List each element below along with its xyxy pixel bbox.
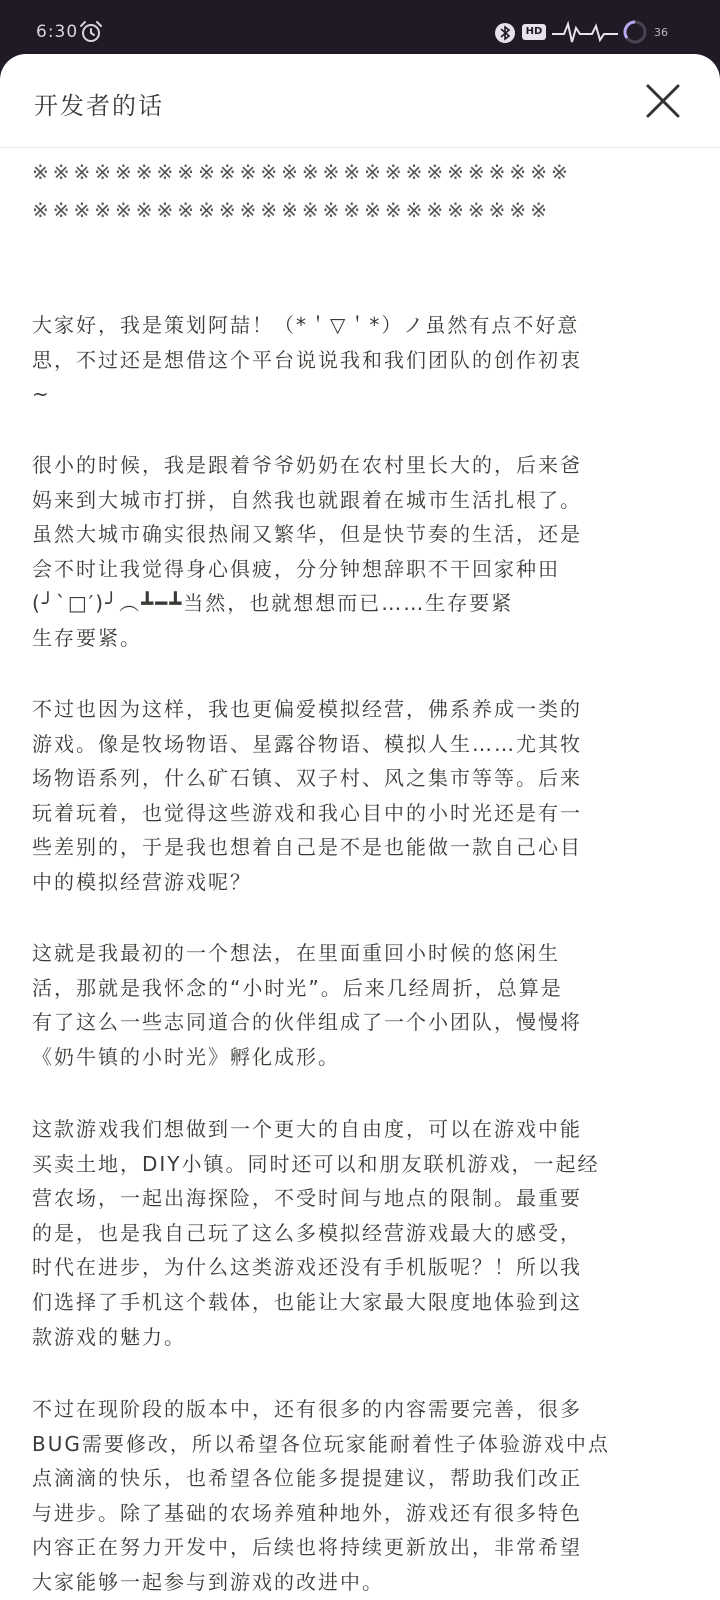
status-time: 6:30 [36,22,79,42]
battery-icon [622,19,648,45]
battery-level: 36 [654,26,668,39]
paragraph-1: 大家好，我是策划阿喆！（*＇▽＇*）ノ虽然有点不好意 思，不过还是想借这个平台说说我和我们团队的创作初衷 ~ [32,313,582,407]
alarm-clock-icon [78,20,104,44]
divider-stars-2: ※※※※※※※※※※※※※※※※※※※※※※※※※ [32,198,551,222]
developer-notes-sheet [0,54,720,1600]
bluetooth-icon [494,22,516,44]
close-button[interactable] [642,80,684,122]
notes-content [32,150,682,1594]
hd-badge: HD [522,24,546,40]
paragraph-6: 不过在现阶段的版本中，还有很多的内容需要完善，很多 BUG需要修改，所以希望各位玩家能耐着性子体验游戏中点 点滴滴的快乐，也希望各位能多提提建议，帮助我们改正 与进步。除了基础的农场养殖种地外，游戏还有很多特色 内容正在努力开发中，后续也将持续更新放出，非常希望 大家能够一起参与到游戏的改进中。 [32,1397,610,1594]
close-icon [642,80,684,122]
paragraph-5: 这款游戏我们想做到一个更大的自由度，可以在游戏中能 买卖土地，DIY小镇。同时还可以和朋友联机游戏，一起经 营农场，一起出海探险，不受时间与地点的限制。最重要 的是，也是我自己玩了这么多模拟经营游戏最大的感受， 时代在进步，为什么这类游戏还没有手机版呢？！所以我 们选择了手机这个载体，也能让大家最大限度地体验到这 款游戏的魅力。 [32,1117,600,1349]
sheet-title: 开发者的话 [34,92,164,120]
signal-activity-icon [552,18,618,46]
paragraph-2: 很小的时候，我是跟着爷爷奶奶在农村里长大的，后来爸 妈来到大城市打拼，自然我也就跟着在城市生活扎根了。 虽然大城市确实很热闹又繁华，但是快节奏的生活，还是 会不时让我觉得身心俱疲，分分钟想辞职不干回家种田 (╯`□′)╯︵┻━┻当然，也就想想而已……生存要紧 生存要紧。 [32,453,582,650]
paragraph-4: 这就是我最初的一个想法，在里面重回小时候的悠闲生 活，那就是我怀念的“小时光”。后来几经周折，总算是 有了这么一些志同道合的伙伴组成了一个小团队，慢慢将 《奶牛镇的小时光》孵化成形。 [32,941,582,1069]
paragraph-3: 不过也因为这样，我也更偏爱模拟经营，佛系养成一类的 游戏。像是牧场物语、星露谷物语、模拟人生……尤其牧 场物语系列，什么矿石镇、双子村、风之集市等等。后来 玩着玩着，也觉得这些游戏和我心目中的小时光还是有一 些差别的，于是我也想着自己是不是也能做一款自己心目 中的模拟经营游戏呢？ [32,697,582,894]
divider-stars-1: ※※※※※※※※※※※※※※※※※※※※※※※※※※ [32,160,572,184]
status-bar [0,0,720,62]
sheet-header [0,54,720,148]
